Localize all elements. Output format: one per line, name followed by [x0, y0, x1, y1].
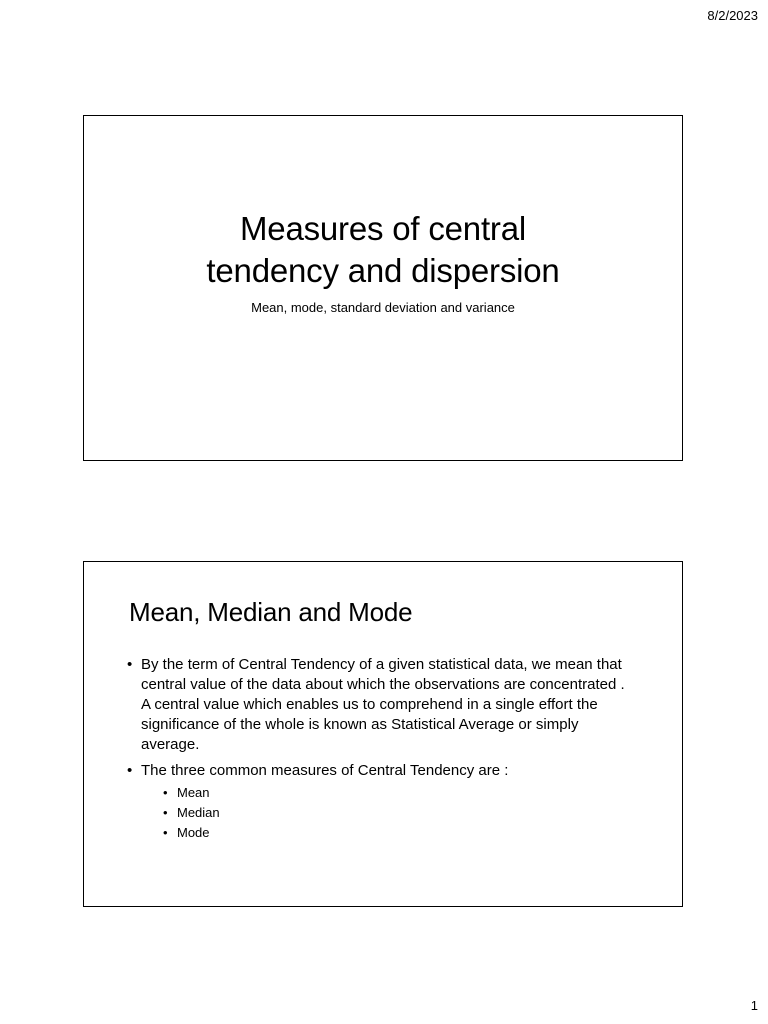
bullet-icon: • — [127, 762, 133, 779]
slide-title-block — [84, 208, 682, 316]
sub-bullet-text: Median — [177, 805, 220, 820]
bullet-icon: • — [127, 656, 133, 673]
slide-title-line-1: Measures of central — [240, 210, 526, 247]
sub-bullet-item-mode — [163, 823, 637, 843]
page-date: 8/2/2023 — [707, 8, 758, 23]
content-slide — [83, 561, 683, 907]
bullet-list — [127, 655, 637, 843]
sub-bullet-text: Mean — [177, 785, 210, 800]
sub-bullet-item-mean — [163, 783, 637, 803]
page-number: 1 — [750, 998, 758, 1013]
sub-bullet-item-median — [163, 803, 637, 823]
bullet-icon: • — [163, 825, 168, 840]
slide-subtitle: Mean, mode, standard deviation and variance — [251, 300, 515, 315]
bullet-item — [127, 655, 637, 755]
slide-heading: Mean, Median and Mode — [129, 597, 413, 627]
bullet-item — [127, 761, 637, 843]
bullet-icon: • — [163, 805, 168, 820]
bullet-text: The three common measures of Central Tendency are : — [141, 762, 509, 779]
title-slide — [83, 115, 683, 461]
sub-bullet-text: Mode — [177, 825, 210, 840]
bullet-text: By the term of Central Tendency of a given statistical data, we mean that central value of the data about which the observations are concentrated . A central value which enables us to comprehend in a single effort the significance of the whole is known as Statistical Average or simply average. — [141, 656, 625, 753]
sub-bullet-list — [163, 783, 637, 843]
bullet-icon: • — [163, 785, 168, 800]
slide-title-line-2: tendency and dispersion — [206, 252, 560, 289]
